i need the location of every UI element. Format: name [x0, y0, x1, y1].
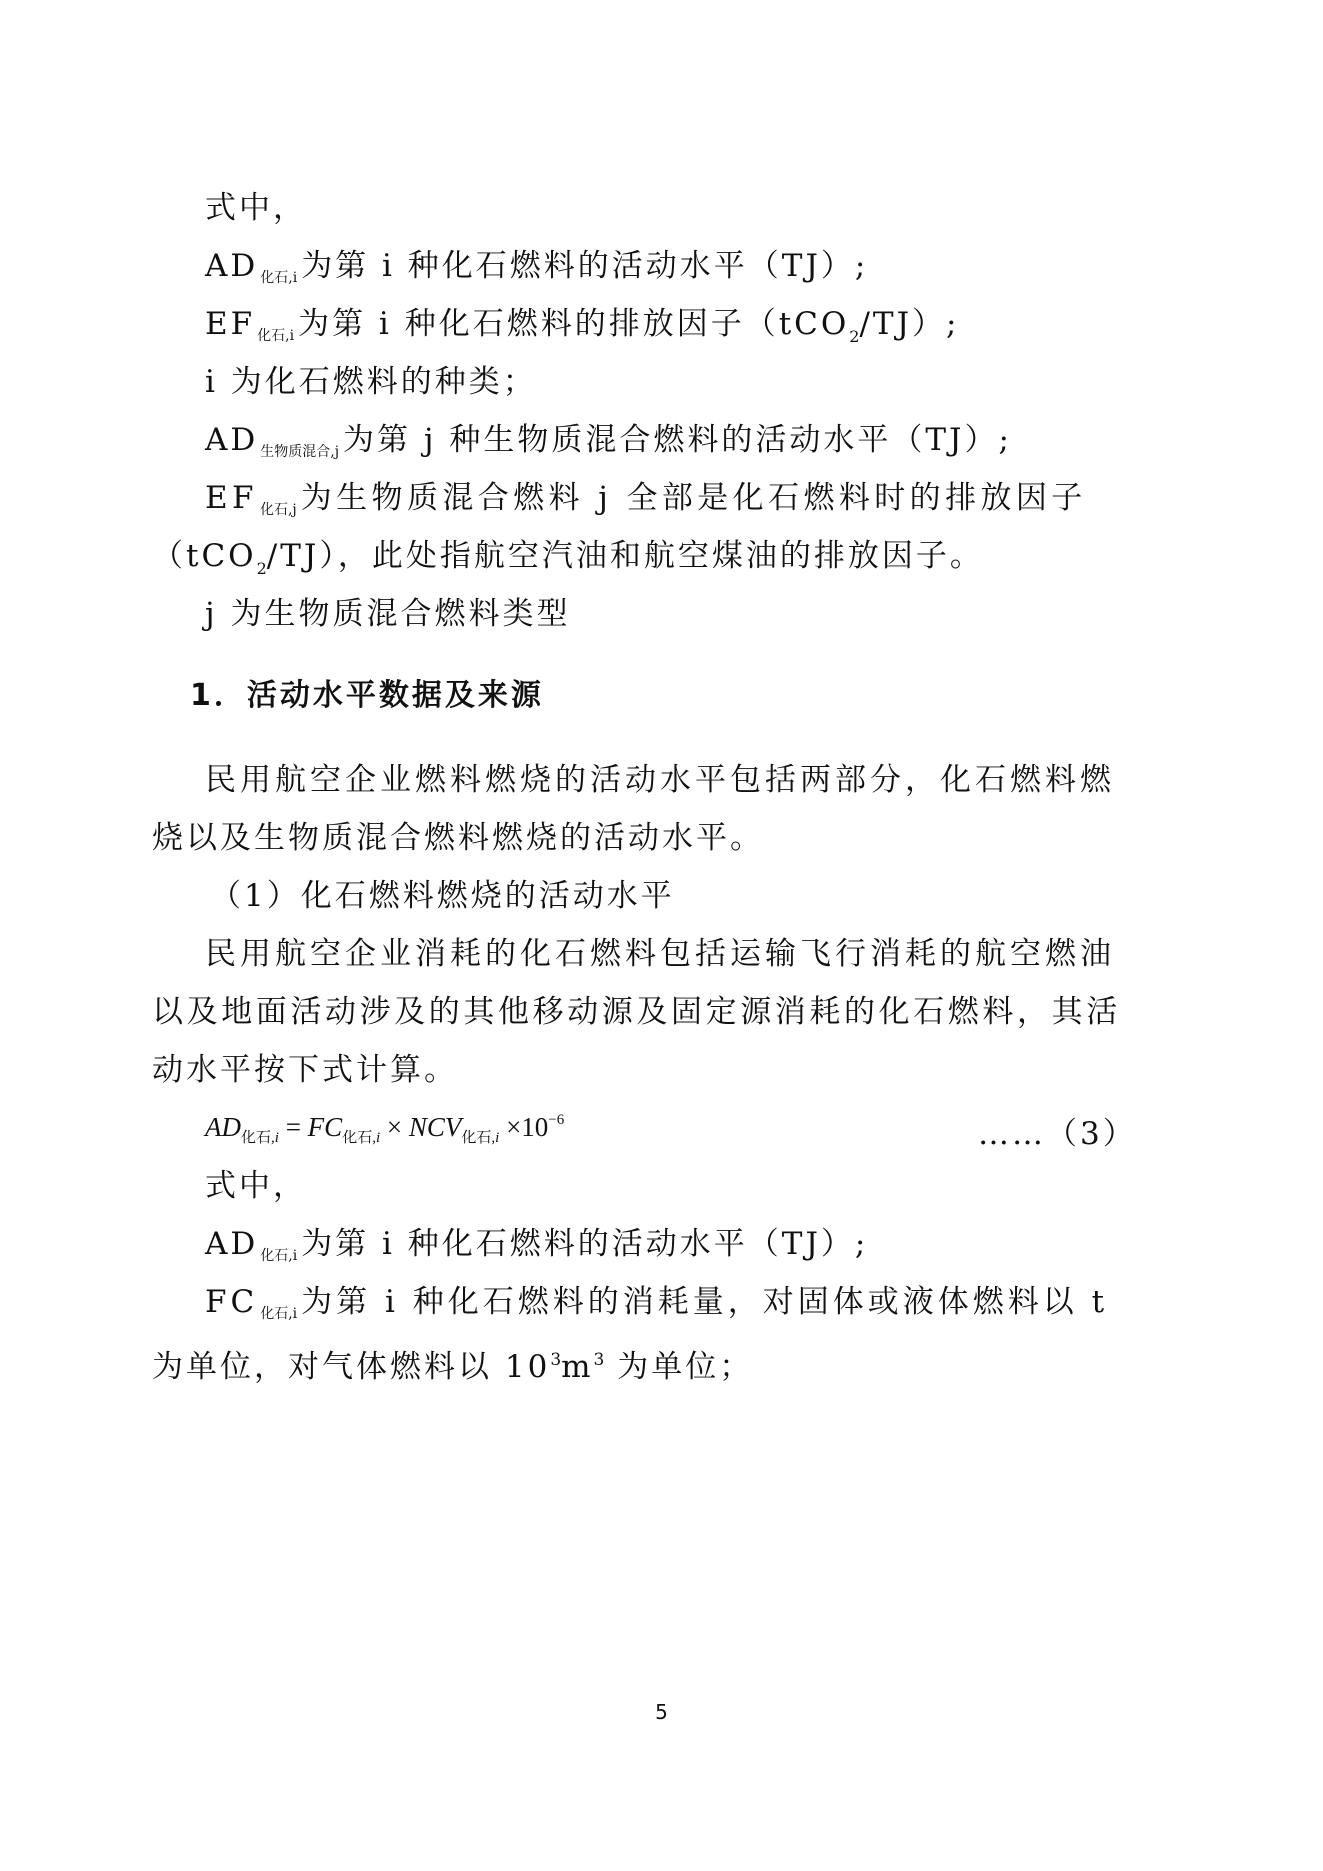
text-segment: 为第 i 种化石燃料的消耗量，对固体或液体燃料以 t [301, 1284, 1109, 1320]
formula-operator: = [278, 1112, 308, 1142]
text-line: 民用航空企业燃料燃烧的活动水平包括两部分，化石燃料燃 [205, 762, 1115, 798]
text-segment: 为生物质混合燃料 j 全部是化石燃料时的排放因子 [300, 480, 1087, 516]
subscript: 2 [849, 327, 860, 346]
text-segment: 为单位； [604, 1349, 754, 1385]
text-line: j 为生物质混合燃料类型 [205, 596, 571, 632]
subscript: 化石,i [260, 270, 298, 286]
section-heading: 1．活动水平数据及来源 [190, 678, 544, 713]
text-segment: 为第 j 种生物质混合燃料的活动水平（TJ）; [343, 422, 1012, 458]
text-segment: /TJ）; [859, 306, 960, 342]
text-segment: 为单位，对气体燃料以 10 [152, 1349, 551, 1385]
subscript: 化石,j [259, 502, 297, 518]
subscript: 化石,i [260, 1306, 298, 1322]
text-line: 以及地面活动涉及的其他移动源及固定源消耗的化石燃料，其活 [152, 994, 1121, 1030]
page-number: 5 [655, 1700, 668, 1724]
formula-subscript: i [495, 1130, 500, 1146]
formula-subscript: 化石, [461, 1130, 496, 1146]
text-segment: （tCO [152, 538, 257, 574]
symbol: AD [205, 248, 259, 284]
text-line: 民用航空企业消耗的化石燃料包括运输飞行消耗的航空燃油 [205, 936, 1115, 972]
subsection-heading: （1）化石燃料燃烧的活动水平 [210, 878, 675, 914]
text-line [205, 420, 1012, 472]
symbol: EF [205, 480, 258, 516]
text-line [152, 536, 984, 589]
text-line: 式中， [205, 190, 307, 226]
formula-subscript: i [375, 1130, 381, 1146]
symbol: AD [205, 1226, 259, 1262]
text-segment: 为第 i 种化石燃料的排放因子（tCO [298, 306, 850, 342]
text-line: i 为化石燃料的种类； [205, 364, 537, 400]
formula-subscript: 化石, [342, 1130, 376, 1146]
equation [205, 1112, 564, 1147]
superscript: 3 [593, 1350, 605, 1370]
symbol: AD [205, 422, 259, 458]
subscript: 化石,i [260, 1248, 298, 1264]
equation-number: ……（3） [978, 1116, 1137, 1152]
text-line [205, 478, 1087, 530]
formula-subscript: 化石, [241, 1130, 275, 1146]
text-segment: 为第 i 种化石燃料的活动水平（TJ）; [301, 248, 869, 284]
subscript: 生物质混合,j [260, 444, 340, 460]
formula-symbol: NCV [408, 1112, 462, 1142]
formula-symbol: AD [205, 1112, 241, 1142]
symbol: EF [205, 306, 256, 342]
formula-subscript: i [274, 1130, 279, 1146]
subscript: 化石,i [257, 328, 295, 344]
formula-operator: ×10 [499, 1112, 549, 1142]
text-line [205, 304, 959, 357]
superscript: 3 [550, 1350, 562, 1370]
text-line [205, 246, 868, 298]
text-segment: m [561, 1349, 594, 1385]
text-segment: 为第 i 种化石燃料的活动水平（TJ）; [301, 1226, 869, 1262]
text-segment: /TJ），此处指航空汽油和航空煤油的排放因子。 [266, 538, 984, 574]
subscript: 2 [256, 559, 267, 578]
text-line: 式中， [205, 1168, 307, 1204]
text-line [205, 1282, 1108, 1334]
text-line: 动水平按下式计算。 [152, 1052, 458, 1088]
text-line: 烧以及生物质混合燃料燃烧的活动水平。 [152, 820, 764, 856]
formula-exponent: −6 [548, 1112, 565, 1128]
text-line [152, 1340, 753, 1387]
formula-symbol: FC [307, 1112, 343, 1142]
text-line [205, 1224, 868, 1276]
symbol: FC [205, 1284, 259, 1320]
formula-operator: × [380, 1112, 409, 1142]
